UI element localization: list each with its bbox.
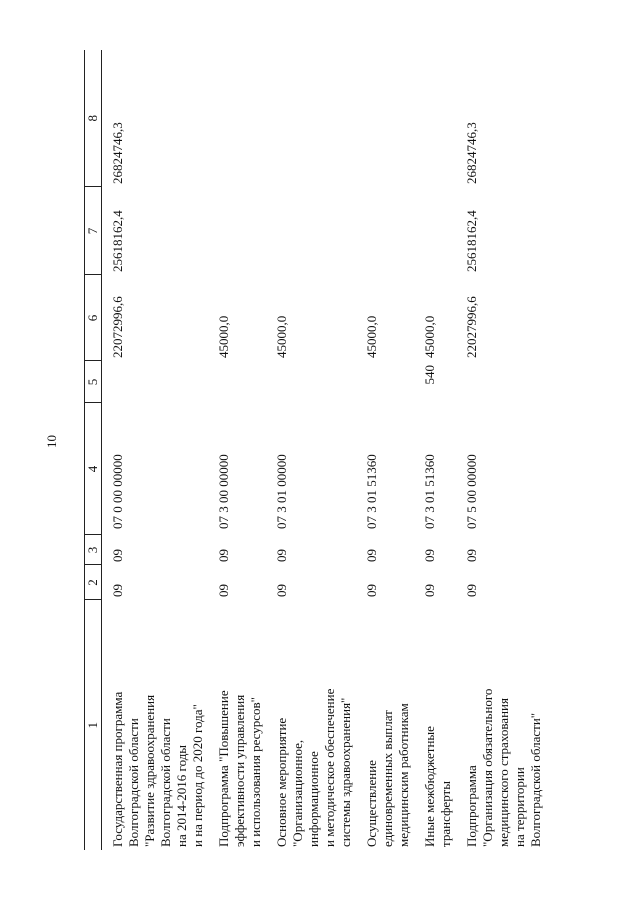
header-cell: 1 <box>85 600 102 850</box>
row-name: Основное мероприятие "Организационное, информационное и методическое обеспечение системы здравоохранения" <box>274 688 353 847</box>
table-row <box>102 50 211 850</box>
cell-target-code: 07 5 00 00000 <box>464 454 479 529</box>
header-cell: 6 <box>85 275 102 361</box>
cell-section: 09 <box>274 584 289 597</box>
cell-section: 09 <box>364 584 379 597</box>
table-row <box>268 50 358 850</box>
budget-table <box>84 50 548 850</box>
cell-subsection: 09 <box>422 549 437 562</box>
cell-value-col7: 25618162,4 <box>464 210 479 272</box>
header-cell: 3 <box>85 535 102 565</box>
cell-value-col8 <box>210 50 268 187</box>
cell-value-col8: 26824746,3 <box>110 122 125 184</box>
header-cell: 5 <box>85 361 102 403</box>
row-name: Иные межбюджетные трансферты <box>422 726 453 847</box>
table-header <box>85 50 102 850</box>
cell-expense-type <box>458 361 548 403</box>
cell-expense-type: 540 <box>422 365 437 385</box>
header-cell: 4 <box>85 403 102 535</box>
cell-section: 09 <box>422 584 437 597</box>
cell-value-col7 <box>358 187 416 275</box>
cell-value-col6: 45000,0 <box>422 315 437 358</box>
cell-value-col6: 45000,0 <box>364 315 379 358</box>
cell-target-code: 07 3 01 51360 <box>422 454 437 529</box>
cell-value-col8 <box>268 50 358 187</box>
cell-target-code: 07 3 01 51360 <box>364 454 379 529</box>
cell-expense-type <box>102 361 211 403</box>
cell-target-code: 07 3 00 00000 <box>216 454 231 529</box>
table-row <box>458 50 548 850</box>
header-cell: 8 <box>85 50 102 187</box>
cell-value-col6: 45000,0 <box>216 315 231 358</box>
cell-target-code: 07 3 01 00000 <box>274 454 289 529</box>
table-row <box>416 50 458 850</box>
row-name: Подпрограмма "Организация обязательного медицинского страхования на территории Волгоградской области" <box>464 688 543 847</box>
cell-value-col7 <box>210 187 268 275</box>
budget-table-rotated <box>84 50 624 850</box>
header-cell: 2 <box>85 565 102 600</box>
cell-value-col8 <box>416 50 458 187</box>
page-number: 10 <box>44 435 59 448</box>
cell-subsection: 09 <box>216 549 231 562</box>
cell-subsection: 09 <box>110 549 125 562</box>
cell-subsection: 09 <box>364 549 379 562</box>
header-cell: 7 <box>85 187 102 275</box>
table-row <box>358 50 416 850</box>
cell-subsection: 09 <box>274 549 289 562</box>
table-row <box>210 50 268 850</box>
cell-value-col8 <box>358 50 416 187</box>
cell-subsection: 09 <box>464 549 479 562</box>
cell-value-col6: 22072996,6 <box>110 296 125 358</box>
cell-section: 09 <box>216 584 231 597</box>
cell-value-col7 <box>268 187 358 275</box>
cell-expense-type <box>268 361 358 403</box>
row-name: Подпрограмма "Повышение эффективности управления и использования ресурсов" <box>216 690 263 847</box>
cell-value-col6: 22027996,6 <box>464 296 479 358</box>
cell-expense-type <box>358 361 416 403</box>
cell-value-col6: 45000,0 <box>274 315 289 358</box>
cell-value-col7 <box>416 187 458 275</box>
row-name: Государственная программа Волгоградской области "Развитие здравоохранения Волгоградской области на 2014-2016 годы и на период до 2020 года" <box>110 691 205 847</box>
cell-target-code: 07 0 00 00000 <box>110 454 125 529</box>
cell-section: 09 <box>110 584 125 597</box>
cell-expense-type <box>210 361 268 403</box>
cell-value-col7: 25618162,4 <box>110 210 125 272</box>
row-name: Осуществление единовременных выплат медицинским работникам <box>364 703 411 847</box>
cell-value-col8: 26824746,3 <box>464 122 479 184</box>
cell-section: 09 <box>464 584 479 597</box>
